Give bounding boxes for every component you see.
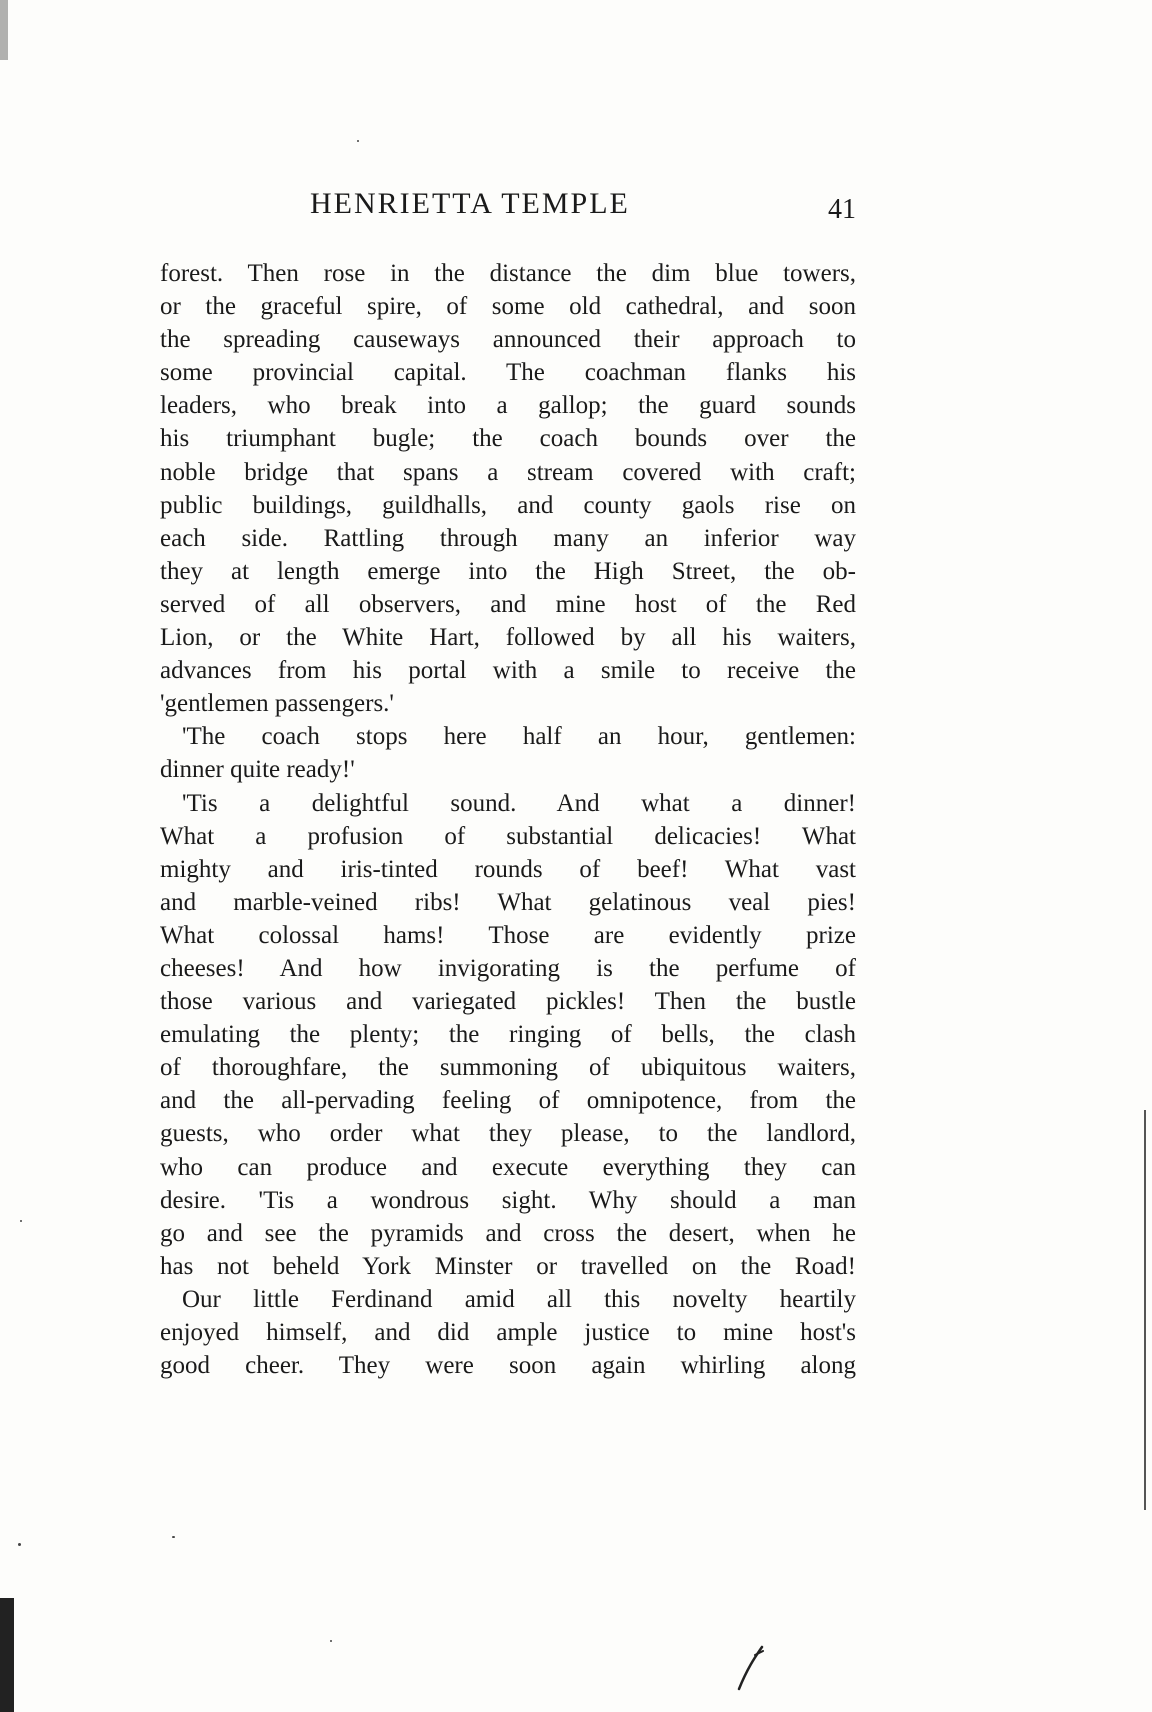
text-line: leaders, who break into a gallop; the guard sounds: [160, 392, 856, 420]
text-line: public buildings, guildhalls, and county gaols rise on: [160, 491, 856, 519]
page-number: 41: [828, 194, 856, 225]
text-line: What a profusion of substantial delicacies! What: [160, 822, 856, 850]
text-line: his triumphant bugle; the coach bounds over the: [160, 425, 856, 453]
text-line: noble bridge that spans a stream covered with craft;: [160, 458, 856, 486]
text-line: desire. 'Tis a wondrous sight. Why should a man: [160, 1186, 856, 1214]
text-line: 'Tis a delightful sound. And what a dinner!: [182, 789, 856, 817]
running-head: [160, 188, 856, 232]
text-line: good cheer. They were soon again whirling along: [160, 1352, 856, 1380]
text-line: dinner quite ready!': [160, 756, 355, 784]
text-line: those various and variegated pickles! Then the bustle: [160, 988, 856, 1016]
running-title: HENRIETTA TEMPLE: [310, 187, 630, 220]
text-line: cheeses! And how invigorating is the perfume of: [160, 954, 856, 982]
text-line: the spreading causeways announced their approach to: [160, 326, 856, 354]
text-line: forest. Then rose in the distance the dim blue towers,: [160, 260, 856, 287]
text-line: Lion, or the White Hart, followed by all his waiters,: [160, 624, 856, 652]
text-line: go and see the pyramids and cross the desert, when he: [160, 1219, 856, 1247]
text-line: some provincial capital. The coachman flanks his: [160, 359, 856, 387]
text-line: emulating the plenty; the ringing of bells, the clash: [160, 1021, 856, 1049]
text-line: and the all-pervading feeling of omnipotence, from the: [160, 1087, 856, 1115]
scan-speck: [18, 1543, 21, 1546]
text-line: 'The coach stops here half an hour, gentlemen:: [182, 723, 856, 751]
text-line: served of all observers, and mine host of the Red: [160, 590, 856, 618]
text-line: each side. Rattling through many an inferior way: [160, 524, 856, 552]
text-line: guests, who order what they please, to the landlord,: [160, 1120, 856, 1148]
scan-edge-shadow: [0, 1598, 14, 1712]
text-line: of thoroughfare, the summoning of ubiquitous waiters,: [160, 1054, 856, 1082]
text-line: 'gentlemen passengers.': [160, 690, 394, 718]
text-line: Our little Ferdinand amid all this novelty heartily: [182, 1285, 856, 1313]
text-line: mighty and iris-tinted rounds of beef! What vast: [160, 855, 856, 883]
scan-speck: [357, 140, 359, 142]
scan-speck: [172, 1536, 175, 1538]
text-line: enjoyed himself, and did ample justice to mine host's: [160, 1319, 856, 1346]
scan-edge-line: [1144, 1110, 1146, 1510]
pencil-mark: [735, 1645, 765, 1691]
text-line: or the graceful spire, of some old cathedral, and soon: [160, 293, 856, 321]
text-line: they at length emerge into the High Street, the ob-: [160, 557, 856, 585]
text-line: advances from his portal with a smile to receive the: [160, 657, 856, 685]
scan-speck: [330, 1640, 332, 1642]
text-line: who can produce and execute everything they can: [160, 1153, 856, 1181]
text-line: has not beheld York Minster or travelled on the Road!: [160, 1252, 856, 1280]
text-line: What colossal hams! Those are evidently prize: [160, 921, 856, 949]
body-text: [160, 257, 856, 1382]
scan-edge-shadow: [0, 0, 8, 60]
scan-speck: [20, 1220, 22, 1222]
text-line: and marble-veined ribs! What gelatinous veal pies!: [160, 888, 856, 916]
